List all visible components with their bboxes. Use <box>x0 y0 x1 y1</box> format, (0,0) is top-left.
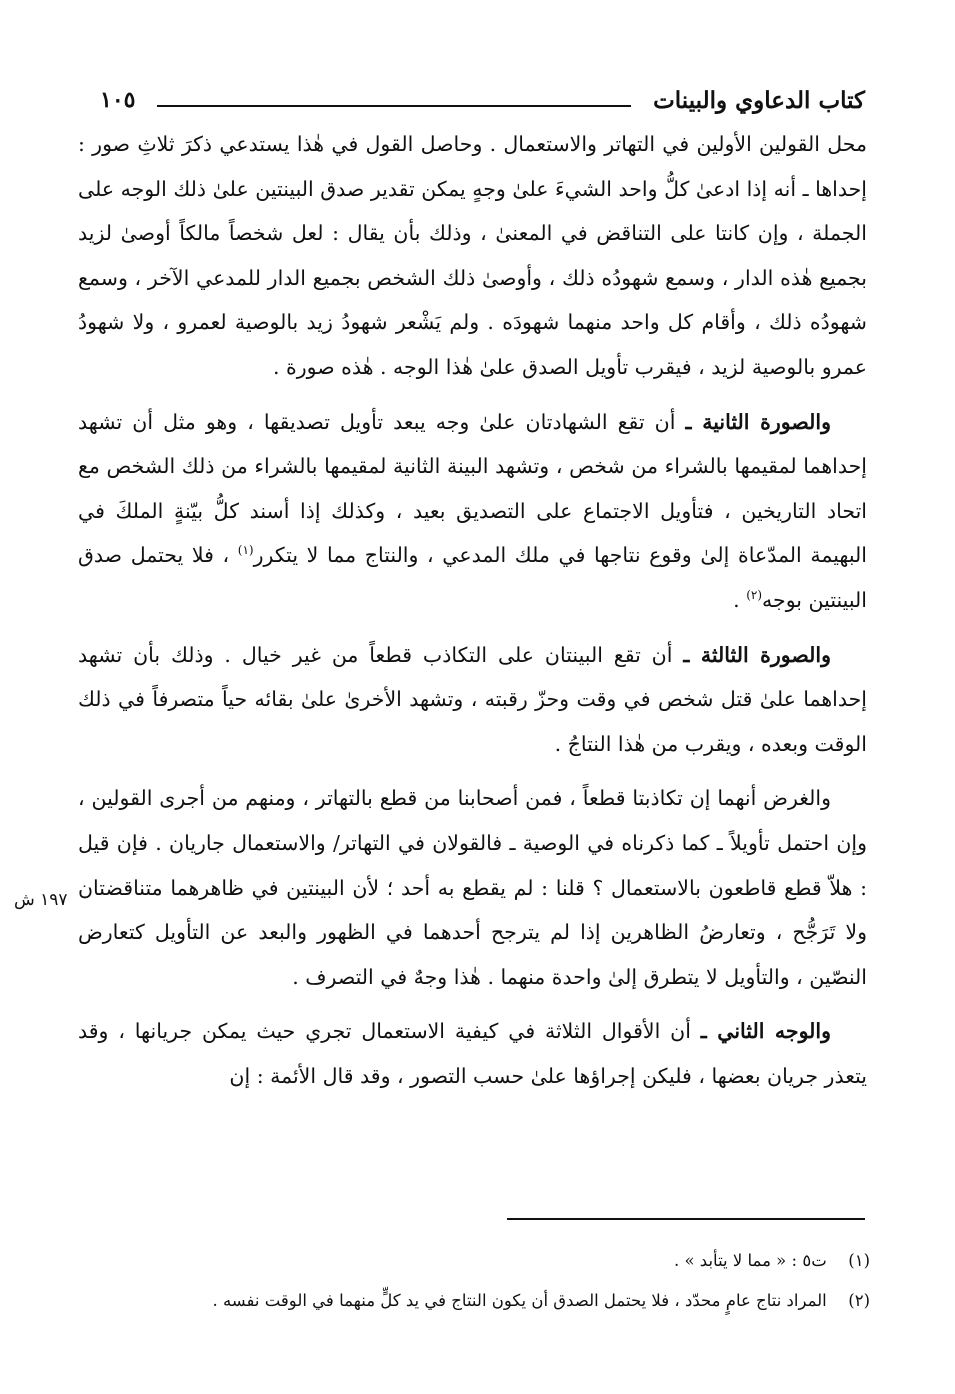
paragraph <box>78 633 867 767</box>
footnote-number: (١) <box>848 1251 870 1270</box>
main-text <box>78 122 867 1098</box>
footnote <box>100 1241 870 1281</box>
paragraph-lead: والصورة الثالثة ـ <box>683 642 831 667</box>
footnote-text: ت٥ : « مما لا يتأبد » . <box>673 1251 827 1270</box>
paragraph <box>78 400 867 623</box>
manuscript-folio-note: ١٩٧ ش <box>14 890 68 910</box>
paragraph-text: أن تقع البينتان على التكاذب قطعاً من غير خيال . وذلك بأن تشهد إحداهما علىٰ قتل شخص في وقت وحزّ رقبته ، وتشهد الأخرىٰ علىٰ بقائه حياً متصرفاً في ذلك الوقت وبعده ، ويقرب من هٰذا النتاجُ . <box>78 642 867 756</box>
paragraph <box>78 1009 867 1098</box>
footnote-text: المراد نتاج عامٍ محدّد ، فلا يحتمل الصدق أن يكون النتاج في يد كلٍّ منهما في الوقت نفسه . <box>212 1291 827 1310</box>
paragraph-text: أن تقع الشهادتان علىٰ وجه يبعد تأويل تصديقها ، وهو مثل أن تشهد إحداهما لمقيمها بالشراء من شخص ، وتشهد البينة الثانية لمقيمها بالشراء من ذلك الشخص مع اتحاد التاريخين ، فتأويل الاجتماع على التصديق بعيد ، وكذلك إذا أسند كلُّ بيّنةٍ الملكَ في البهيمة المدّعاة إلىٰ وقوع نتاجها في ملك المدعي ، والنتاج مما لا يتكرر <box>78 409 867 568</box>
book-title: كتاب الدعاوي والبينات <box>653 86 865 114</box>
paragraph <box>78 776 867 999</box>
footnote-ref[interactable]: (١) <box>237 543 254 558</box>
page-number: ١٠٥ <box>100 87 136 113</box>
paragraph <box>78 122 867 390</box>
footnote <box>100 1281 870 1321</box>
footnote-number: (٢) <box>848 1291 870 1310</box>
paragraph-lead: والصورة الثانية ـ <box>685 409 831 434</box>
footnote-separator <box>507 1218 865 1220</box>
paragraph-lead: والوجه الثاني ـ <box>700 1019 832 1044</box>
footnotes <box>100 1241 870 1321</box>
paragraph-text: أن الأقوال الثلاثة في كيفية الاستعمال تجري حيث يمكن جريانها ، وقد يتعذر جريان بعضها ، فليكن إجراؤها علىٰ حسب التصور ، وقد قال الأئمة : إن <box>78 1019 867 1088</box>
paragraph-text: والغرض أنهما إن تكاذبتا قطعاً ، فمن أصحابنا من قطع بالتهاتر ، ومنهم من أجرى القولين ، وإن احتمل تأويلاً ـ كما ذكرناه في الوصية ـ فالقولان في التهاتر/ والاستعمال جاريان . فإن قيل : هلاّ قطع قاطعون بالاستعمال ؟ قلنا : لم يقطع به أحد ؛ لأن البينتين في ظاهرهما متناقضتان ولا تَرَجُّح ، وتعارضُ الظاهرين إذا لم يترجح أحدهما في الظهور والبعد عن التأويل كتعارض النصّين ، والتأويل لا يتطرق إلىٰ واحدة منهما . هٰذا وجهٌ في التصرف . <box>78 786 867 989</box>
footnote-ref[interactable]: (٢) <box>746 588 763 603</box>
paragraph-text: . <box>733 587 747 612</box>
paragraph-text: محل القولين الأولين في التهاتر والاستعمال . وحاصل القول في هٰذا يستدعي ذكرَ ثلاثِ صور : إحداها ـ أنه إذا ادعىٰ كلُّ واحد الشيءَ علىٰ وجهٍ يمكن تقدير صدق البينتين علىٰ ذلك الوجه على الجملة ، وإن كانتا على التناقض في المعنىٰ ، وذلك بأن يقال : لعل شخصاً مالكاً أوصىٰ لزيد بجميع هٰذه الدار ، وسمع شهودُه ذلك ، وأوصىٰ ذلك الشخص بجميع الدار للمدعي الآخر ، وسمع شهودُه ذلك ، وأقام كل واحد منهما شهودَه . ولم يَشْعر شهودُ زيد بالوصية لعمرو ، ولا شهودُ عمرو بالوصية لزيد ، فيقرب تأويل الصدق علىٰ هٰذا الوجه . هٰذه صورة . <box>78 132 867 379</box>
paragraph-text: ، فلا يحتمل صدق البينتين بوجه <box>78 543 867 612</box>
running-header <box>100 80 865 120</box>
header-rule <box>157 105 631 107</box>
